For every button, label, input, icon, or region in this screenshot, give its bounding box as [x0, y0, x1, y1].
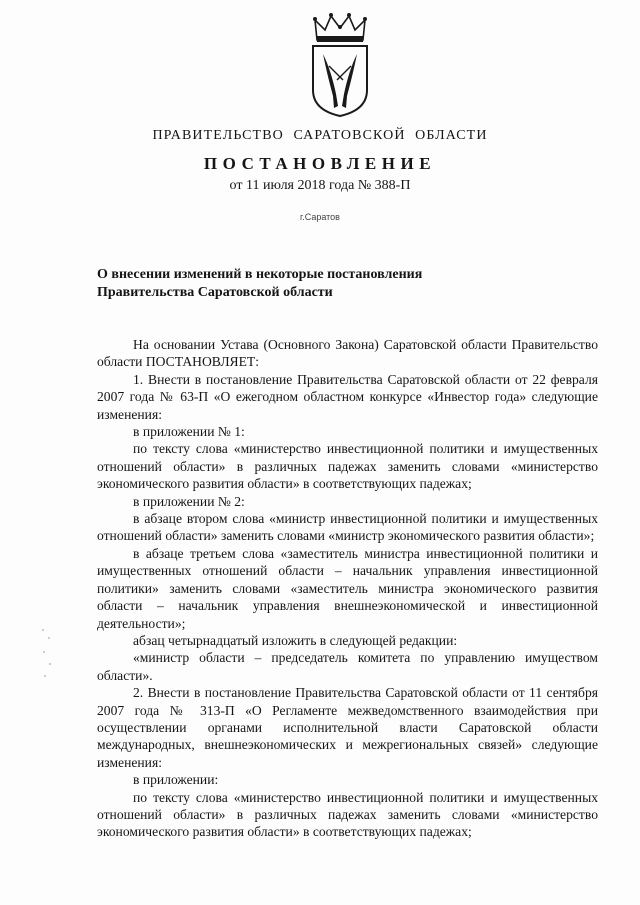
- document-body: [97, 336, 598, 841]
- paragraph: в абзаце третьем слова «заместитель министра инвестиционной политики и имущественных отношений области – начальник управления инвестиционной политики» заменить словами «заместитель министра экономического развития области – начальник управления внешнеэкономической и инвестиционной деятельности»;: [97, 545, 598, 631]
- scan-speck: [44, 675, 46, 677]
- scan-speck: [43, 651, 45, 653]
- saratov-coat-of-arms: [309, 10, 371, 118]
- scan-margin-marks: [40, 625, 54, 685]
- city: г.Саратов: [300, 212, 340, 222]
- document-type-title: ПОСТАНОВЛЕНИЕ: [203, 154, 437, 173]
- date-and-number: от 11 июля 2018 года № 388-П: [229, 178, 411, 193]
- government-title: ПРАВИТЕЛЬСТВО САРАТОВСКОЙ ОБЛАСТИ: [152, 128, 488, 143]
- scan-speck: [42, 629, 44, 631]
- paragraph: по тексту слова «министерство инвестиционной политики и имущественных отношений области» в различных падежах заменить словами «министерство экономического развития области» в соответствующих падежах;: [97, 789, 598, 840]
- paragraph: На основании Устава (Основного Закона) Саратовской области Правительство области ПОСТАНОВЛЯЕТ:: [97, 337, 598, 370]
- subject-line: Правительства Саратовской области: [97, 285, 333, 300]
- paragraph: 2. Внести в постановление Правительства Саратовской области от 11 сентября 2007 года № 313-П «О Регламенте межведомственного взаимодействия при осуществлении органами исполнительной власти Саратовской области международных, внешнеэкономических и межрегиональных связей» следующие изменения:: [97, 685, 598, 770]
- paragraph: абзац четырнадцатый изложить в следующей редакции:: [133, 632, 458, 648]
- paragraph: в приложении:: [133, 772, 219, 788]
- paragraph: в абзаце втором слова «министр инвестиционной политики и имущественных отношений области» заменить словами «министр экономического развития области»;: [97, 511, 598, 544]
- scan-speck: [48, 637, 50, 639]
- paragraph: «министр области – председатель комитета по управлению имуществом области».: [97, 650, 598, 683]
- subject-heading: [97, 266, 517, 302]
- subject-line: О внесении изменений в некоторые постановления: [97, 267, 423, 282]
- paragraph: по тексту слова «министерство инвестиционной политики и имущественных отношений области» в различных падежах заменить словами «министерство экономического развития области» в соответствующих падежах;: [97, 441, 598, 492]
- paragraph: в приложении № 1:: [133, 424, 245, 440]
- scan-speck: [49, 663, 51, 665]
- paragraph: 1. Внести в постановление Правительства Саратовской области от 22 февраля 2007 года № 63-П «О ежегодном областном конкурсе «Инвестор года» следующие изменения:: [97, 371, 598, 422]
- paragraph: в приложении № 2:: [133, 493, 245, 509]
